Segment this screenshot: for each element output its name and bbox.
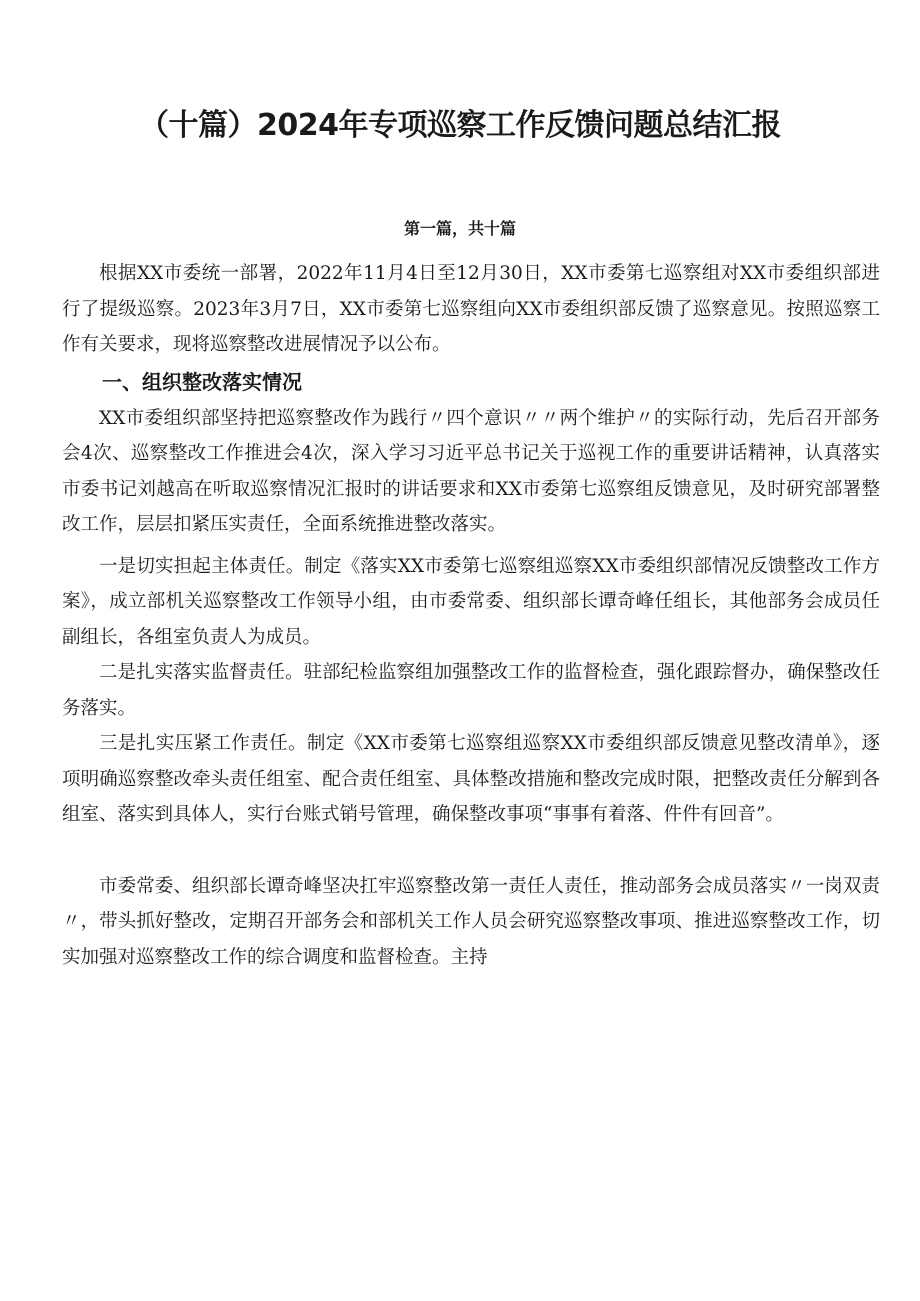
- body-paragraph: XX市委组织部坚持把巡察整改作为践行〃四个意识〃〃两个维护〃的实际行动，先后召开部务会4次、巡察整改工作推进会4次，深入学习习近平总书记关于巡视工作的重要讲话精神，认真落实市委书记刘越高在听取巡察情况汇报时的讲话要求和XX市委第七巡察组反馈意见，及时研究部署整改工作，层层扣紧压实责任，全面系统推进整改落实。: [62, 407, 880, 535]
- body-paragraph: 二是扎实落实监督责任。驻部纪检监察组加强整改工作的监督检查，强化跟踪督办，确保整改任务落实。: [62, 662, 880, 719]
- section-heading: 一、组织整改落实情况: [102, 369, 302, 394]
- body-paragraph: 市委常委、组织部长谭奇峰坚决扛牢巡察整改第一责任人责任，推动部务会成员落实〃一岗双责〃，带头抓好整改，定期召开部务会和部机关工作人员会研究巡察整改事项、推进巡察整改工作，切实加强对巡察整改工作的综合调度和监督检查。主持: [62, 875, 880, 968]
- body-paragraph: 三是扎实压紧工作责任。制定《XX市委第七巡察组巡察XX市委组织部反馈意见整改清单》，逐项明确巡察整改牵头责任组室、配合责任组室、具体整改措施和整改完成时限，把整改责任分解到各组室、落实到具体人，实行台账式销号管理，确保整改事项“事事有着落、件件有回音”。: [62, 733, 880, 825]
- document-title: （十篇）2024年专项巡察工作反馈问题总结汇报: [139, 108, 781, 143]
- body-paragraph: 一是切实担起主体责任。制定《落实XX市委第七巡察组巡察XX市委组织部情况反馈整改工作方案》，成立部机关巡察整改工作领导小组，由市委常委、组织部长谭奇峰任组长，其他部务会成员任副组长，各组室负责人为成员。: [62, 555, 880, 648]
- document-subtitle: 第一篇，共十篇: [403, 219, 516, 238]
- document-body: [62, 256, 880, 975]
- intro-paragraph: 根据XX市委统一部署，2022年11月4日至12月30日，XX市委第七巡察组对XX市委组织部进行了提级巡察。2023年3月7日，XX市委第七巡察组向XX市委组织部反馈了巡察意见。按照巡察工作有关要求，现将巡察整改进展情况予以公布。: [62, 263, 880, 355]
